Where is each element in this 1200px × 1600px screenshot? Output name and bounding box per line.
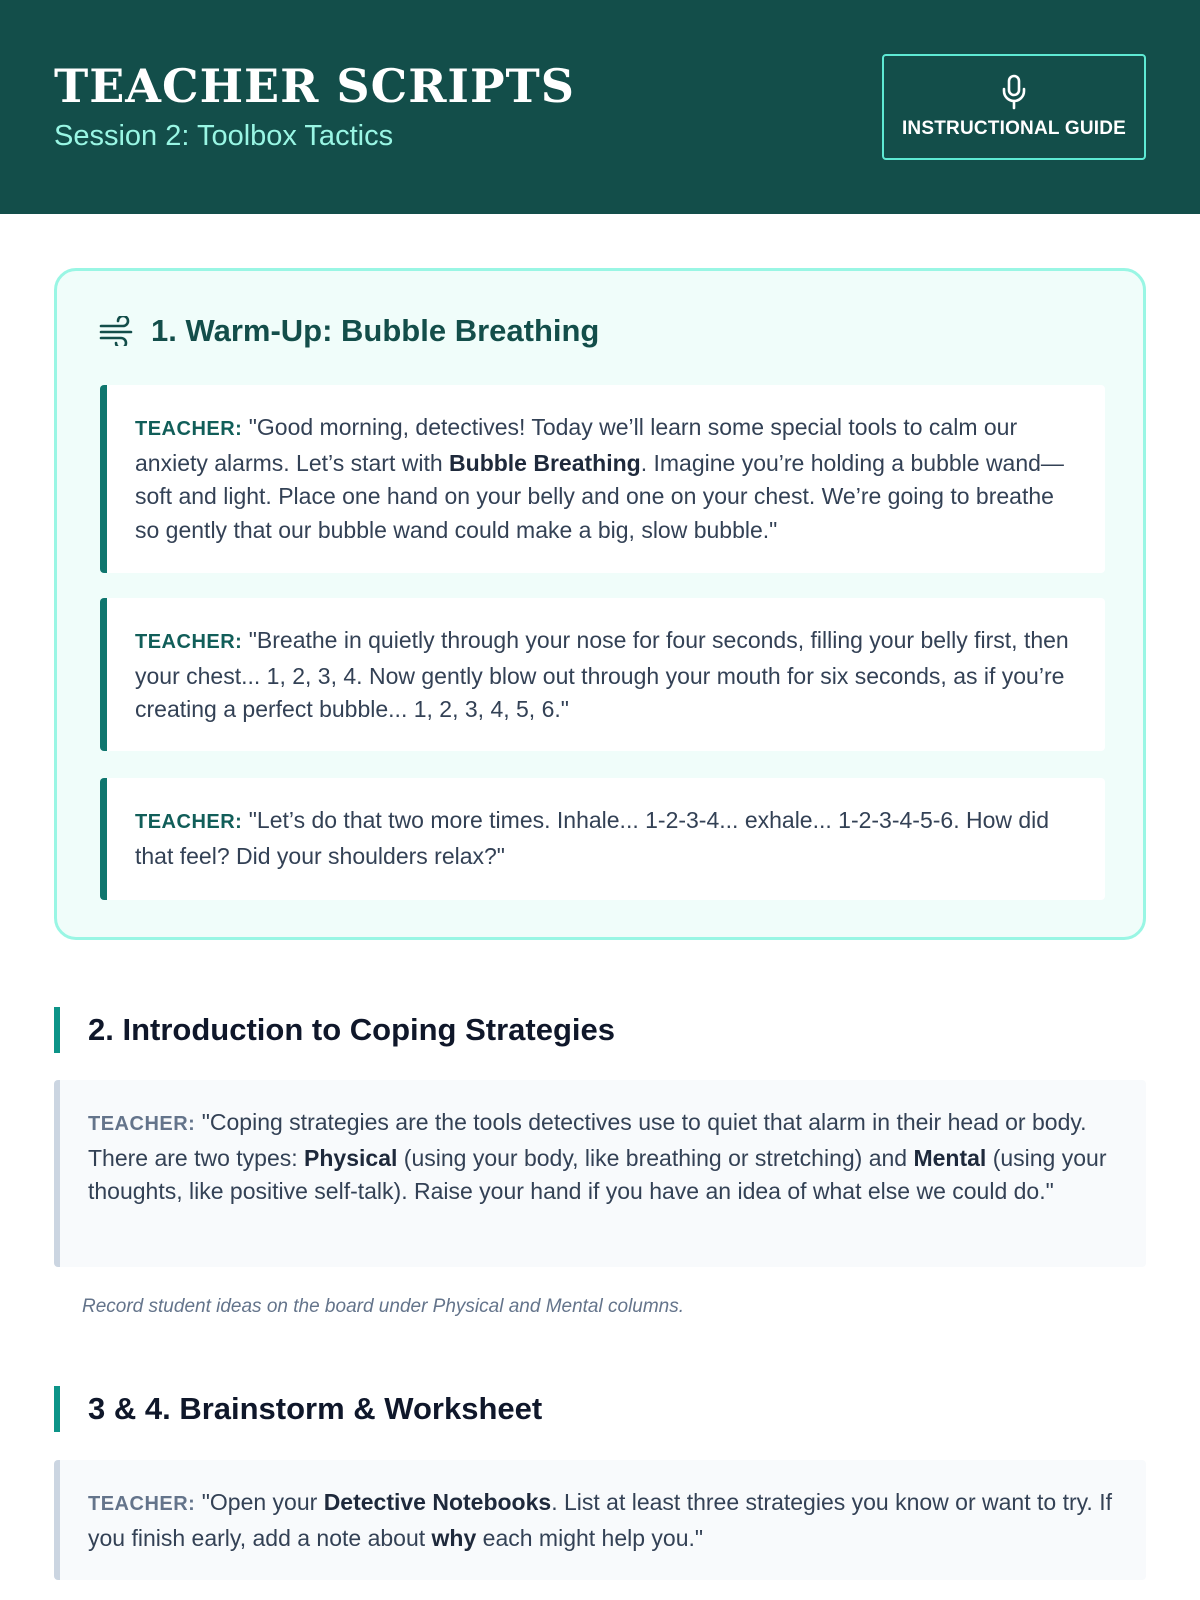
script-emphasis: Mental [913,1144,987,1171]
script-emphasis: why [431,1524,477,1551]
teacher-note: Record student ideas on the board under Physical and Mental columns. [82,1296,685,1317]
instructional-guide-label: INSTRUCTIONAL GUIDE [901,118,1127,139]
brainstorm-script [54,1460,1146,1580]
speaker-label: TEACHER: [135,811,243,833]
script-text: "Breathe in quietly through your nose for four seconds, filling your belly first, then your chest... 1, 2, 3, 4. Now gently blow out through your mouth for six seconds, as if you’re creating a perfect bubble... 1, 2, 3, 4, 5, 6." [135,627,1069,722]
session-subtitle: Session 2: Toolbox Tactics [54,120,394,152]
script-text: . Imagine you’re holding a bubble wand—soft and light. Place one hand on your belly and one on your chest. We’re going to breathe so gently that our bubble wand could make a big, slow bubble." [135,449,1064,543]
instructional-guide-button[interactable] [882,54,1146,160]
speaker-label: TEACHER: [88,1113,196,1135]
brainstorm-heading: 3 & 4. Brainstorm & Worksheet [54,1386,1146,1432]
script-emphasis: Physical [304,1144,398,1171]
script-text: "Coping strategies are the tools detectives use to quiet that alarm in their head or body. There are two types: [88,1109,1087,1171]
coping-script [54,1080,1146,1267]
page-header [0,0,1200,214]
speaker-label: TEACHER: [88,1493,196,1515]
speaker-label: TEACHER: [135,631,243,653]
script-emphasis: Detective Notebooks [323,1489,552,1515]
warmup-heading [99,313,599,349]
wind-icon [99,316,137,346]
script-text: (using your body, like breathing or stretching) and [397,1144,914,1171]
script-text: . List at least three strategies you know or want to try. If you finish early, add a note about [88,1489,1112,1551]
teacher-script-1 [100,385,1105,573]
script-emphasis: Bubble Breathing [449,449,641,476]
microphone-icon [1000,74,1028,110]
teacher-script-2 [100,598,1105,751]
script-text: "Let’s do that two more times. Inhale... 1-2-3-4... exhale... 1-2-3-4-5-6. How did that feel? Did your shoulders relax?" [135,807,1050,869]
warmup-title: 1. Warm-Up: Bubble Breathing [151,313,600,348]
script-text: each might help you." [476,1524,704,1551]
coping-heading: 2. Introduction to Coping Strategies [54,1007,1146,1053]
teacher-script-3 [100,778,1105,900]
script-text: "Open your [201,1489,324,1515]
script-text: "Good morning, detectives! Today we’ll learn some special tools to calm our anxiety alarms. Let’s start with [135,414,1018,476]
page-title: TEACHER SCRIPTS [54,59,575,113]
script-text: (using your thoughts, like positive self-talk). Raise your hand if you have an idea of what else we could do." [88,1144,1107,1204]
speaker-label: TEACHER: [135,418,243,440]
warmup-card [54,268,1146,940]
